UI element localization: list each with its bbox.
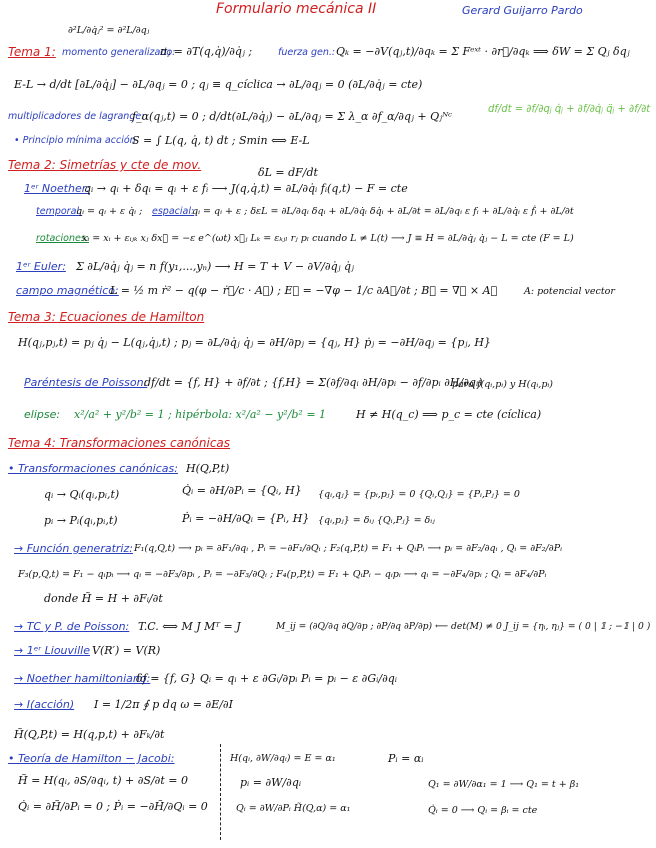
formula-line-l6c: espacial: (152, 206, 195, 217)
formula-line-l25b: pᵢ = ∂W/∂qᵢ (240, 776, 302, 789)
formula-line-t2: Tema 2: Simetrías y cte de mov. (8, 158, 202, 172)
formula-line-t1: Tema 1: (8, 45, 56, 59)
formula-line-l19c: M_ij = (∂Q/∂q ∂Q/∂p ; ∂P/∂q ∂P/∂p) ⟵ det(M) ≠ 0 J_ij = {ηᵢ, ηⱼ} = ( 0 | 𝟙 ; −𝟙 | 0 ) (276, 621, 651, 632)
formula-line-t3: Tema 3: Ecuaciones de Hamilton (8, 310, 205, 324)
formula-line-l24a: • Teoría de Hamilton − Jacobi: (8, 752, 175, 765)
formula-line-l18: donde H̃ = H + ∂Fᵢ/∂t (44, 592, 163, 605)
formula-line-l5b: qᵢ → qᵢ + δqᵢ = qᵢ + ε fᵢ ⟶ J(q,q̇,t) = ∂L/∂q̇ᵢ fᵢ(q,t) − F = cte (84, 182, 408, 195)
formula-line-t1c: fuerza gen.: (278, 47, 336, 58)
formula-line-l16a: → Función generatriz: (14, 542, 133, 555)
column-divider (220, 744, 221, 840)
formula-line-l4a: • Principio mínima acción (14, 135, 136, 146)
formula-line-l5a: 1ᵉʳ Noether: (24, 182, 90, 195)
formula-line-l14a: qᵢ → Qᵢ(qᵢ,pᵢ,t) (44, 488, 120, 501)
formula-line-t1d: Qₖ = −∂V(qⱼ,t)/∂qₖ = Σ Fᵉˣᵗ · ∂r⃗/∂qₖ ⟹ δW = Σ Qⱼ δqⱼ (336, 45, 630, 58)
author-name: Gerard Guijarro Pardo (462, 4, 583, 17)
formula-line-l3a: multiplicadores de lagrange: (8, 111, 145, 122)
formula-line-t1b: πⱼ = ∂T(q,q̇)/∂q̇ⱼ ; (160, 45, 253, 58)
formula-line-l26: Q̇ᵢ = ∂H̃/∂Pᵢ = 0 ; Ṗᵢ = −∂H̃/∂Qᵢ = 0 (18, 800, 208, 813)
formula-line-l20a: → 1ᵉʳ Liouville (14, 644, 90, 657)
formula-line-l7b: xᵢ = xᵢ + εᵢⱼₖ xⱼ δx⃗ = −ε e^(ωt) x⃗ⱼ Lₖ = εₖⱼₗ rⱼ pₗ cuando L ≠ L(t) ⟶ J ≡ H = ∂L/∂q̇ⱼ q̇ⱼ − L = cte (F = L) (82, 233, 574, 244)
formula-line-l11c: para f(qᵢ,pᵢ) y H(qᵢ,pᵢ) (452, 379, 554, 390)
formula-line-l8b: Σ ∂L/∂q̇ⱼ q̇ⱼ = n f(y₁,...,yₙ) ⟶ H = T + V − ∂V/∂q̇ⱼ q̇ⱼ (76, 260, 354, 273)
formula-line-l9b: L = ½ m ṙ² − q(φ − ṙ⃗/c · A⃗) ; E⃗ = −∇φ − 1/c ∂A⃗/∂t ; B⃗ = ∇⃗ × A⃗ (110, 284, 498, 297)
formula-line-l10: H(qⱼ,pⱼ,t) = pⱼ q̇ⱼ − L(qⱼ,q̇ⱼ,t) ; pⱼ = ∂L/∂q̇ⱼ q̇ⱼ = ∂H/∂pⱼ = {qⱼ, H} ṗⱼ = −∂H/∂qⱼ = {pⱼ, H} (18, 336, 491, 349)
formula-line-l13a: • Transformaciones canónicas: (8, 462, 178, 475)
formula-line-l26c: Q̇ᵢ = 0 ⟶ Qᵢ = βᵢ = cte (428, 805, 538, 816)
formula-line-l25: H̃ = H(qᵢ, ∂S/∂qᵢ, t) + ∂S/∂t = 0 (18, 774, 188, 787)
formula-line-l12a: elipse: (24, 408, 61, 421)
formula-line-l24c: Pᵢ = αᵢ (388, 752, 424, 765)
formula-line-l21a: → Noether hamiltoniano: (14, 672, 151, 685)
formula-line-l15a: pᵢ → Pᵢ(qᵢ,pᵢ,t) (44, 514, 118, 527)
formula-line-l4b: S = ∫ L(q, q̇, t) dt ; Smin ⟺ E-L (132, 134, 310, 147)
formula-line-l13b: H(Q,P,t) (186, 462, 230, 475)
formula-line-t4: Tema 4: Transformaciones canónicas (8, 436, 231, 450)
formula-line-l24b: H(qᵢ, ∂W/∂qᵢ) = E = α₁ (230, 753, 336, 764)
formula-line-l22a: → I(acción) (14, 698, 75, 711)
formula-line-l12c: H ≠ H(q_c) ⟹ p_c = cte (cíclica) (356, 408, 542, 421)
formula-line-l14b: Q̇ᵢ = ∂H/∂Pᵢ = {Qᵢ, H} (182, 484, 302, 497)
formula-line-l23: H̃(Q,P,t) = H(q,p,t) + ∂Fₖ/∂t (14, 728, 165, 741)
formula-line-l15b: Ṗᵢ = −∂H/∂Qᵢ = {Pᵢ, H} (182, 512, 310, 525)
formula-line-l21b: δf = {f, G} Qᵢ = qᵢ + ε ∂Gᵢ/∂pᵢ Pᵢ = pᵢ − ε ∂Gᵢ/∂qᵢ (136, 672, 398, 685)
formula-line-l11a: Paréntesis de Poisson: (24, 376, 148, 389)
formula-line-l6d: qᵢ = qᵢ + ε ; δεL = ∂L/∂qᵢ δqᵢ + ∂L/∂q̇ᵢ δq̇ᵢ + ∂L/∂t = ∂L/∂qᵢ ε fᵢ + ∂L/∂q̇ᵢ ε ḟᵢ + ∂L/∂t (192, 206, 574, 217)
formula-line-top: ∂²L/∂q̇ⱼ² = ∂²L/∂qⱼ (68, 25, 150, 36)
formula-line-l19b: T.C. ⟺ M J Mᵀ = J (138, 620, 241, 633)
formula-line-l8a: 1ᵉʳ Euler: (16, 260, 66, 273)
formula-line-l2: E-L → d/dt [∂L/∂q̇ⱼ] − ∂L/∂qⱼ = 0 ; qⱼ ≡ q_cíclica → ∂L/∂qⱼ = 0 (∂L/∂q̇ⱼ = cte) (14, 78, 423, 91)
formula-line-l25c: Q₁ = ∂W/∂α₁ = 1 ⟶ Q₁ = t + β₁ (428, 779, 580, 790)
formula-line-l9c: A: potencial vector (524, 286, 615, 297)
page-title: Formulario mecánica II (216, 1, 377, 17)
formula-line-l3b: f_α(qⱼ,t) = 0 ; d/dt(∂L/∂q̇ⱼ) − ∂L/∂qⱼ = Σ λ_α ∂f_α/∂qⱼ + Qⱼᴺᶜ (132, 110, 453, 123)
formula-line-l12b: x²/a² + y²/b² = 1 ; hipérbola: x²/a² − y²/b² = 1 (74, 408, 327, 421)
formula-line-l26b: Qᵢ = ∂W/∂Pᵢ H̃(Q,α) = α₁ (236, 803, 351, 814)
formula-line-l17: F₃(p,Q,t) = F₁ − qᵢpᵢ ⟶ qᵢ = −∂F₃/∂pᵢ , Pᵢ = −∂F₃/∂Qᵢ ; F₄(p,P,t) = F₁ + QᵢPᵢ − qᵢpᵢ ⟶ qᵢ = −∂F₄/∂pᵢ ; Qᵢ = ∂F₄/∂Pᵢ (18, 569, 547, 580)
formula-line-l6b: qᵢ = qᵢ + ε q̇ᵢ ; (76, 206, 143, 217)
formula-line-l19a: → TC y P. de Poisson: (14, 620, 130, 633)
formula-line-t1a: momento generalizado: (62, 47, 176, 58)
formula-line-l22b: I = 1/2π ∮ p dq ω = ∂E/∂I (94, 698, 233, 711)
formula-line-l3g: df/dt = ∂f/∂qⱼ q̇ⱼ + ∂f/∂q̇ⱼ q̈ⱼ + ∂f/∂t (488, 102, 651, 115)
formula-line-l9a: campo magnético: (16, 284, 119, 297)
formula-line-l7a: rotaciones: (36, 233, 89, 244)
formula-line-t2b: δL = dF/dt (258, 166, 318, 179)
formula-line-l6a: temporal: (36, 206, 83, 217)
formula-line-l15c: {qᵢ,pⱼ} = δᵢⱼ {Qᵢ,Pⱼ} = δᵢⱼ (318, 515, 435, 526)
formula-line-l14c: {qᵢ,qⱼ} = {pᵢ,pⱼ} = 0 {Qᵢ,Qⱼ} = {Pᵢ,Pⱼ} = 0 (318, 489, 520, 500)
formula-line-l16b: F₁(q,Q,t) ⟶ pᵢ = ∂F₁/∂qᵢ , Pᵢ = −∂F₁/∂Qᵢ ; F₂(q,P,t) = F₁ + QᵢPᵢ ⟶ pᵢ = ∂F₂/∂qᵢ , Qᵢ = ∂F₂/∂Pᵢ (134, 543, 562, 554)
formula-line-l11b: df/dt = {f, H} + ∂f/∂t ; {f,H} = Σ(∂f/∂qᵢ ∂H/∂pᵢ − ∂f/∂pᵢ ∂H/∂qᵢ) (144, 376, 483, 389)
formula-line-l20b: V(R′) = V(R) (92, 644, 161, 657)
